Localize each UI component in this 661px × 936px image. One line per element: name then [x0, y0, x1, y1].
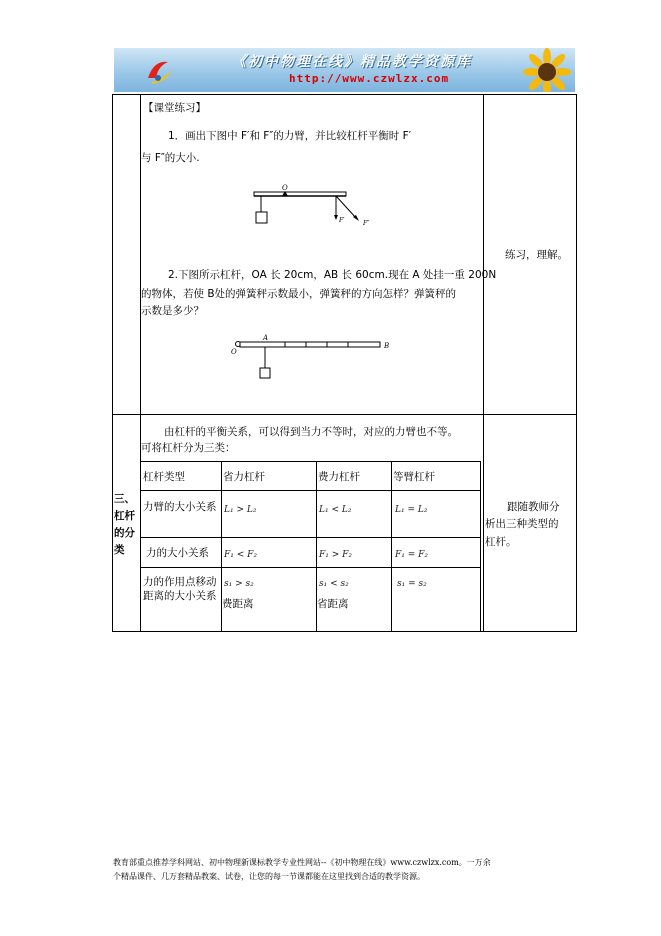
row-force-saving: F₁ < F₂ — [224, 550, 257, 560]
logo-icon — [144, 56, 174, 86]
practice-heading: 【课堂练习】 — [143, 102, 206, 114]
question-2-line-2: 的物体，若使 B处的弹簧秤示数最小，弹簧秤的方向怎样？弹簧秤的 — [141, 288, 457, 300]
row-arm-length-costing: L₁ < L₂ — [319, 505, 352, 515]
inner-table-row-2 — [141, 537, 480, 538]
row-distance-costing: s₁ < s₂ — [319, 579, 349, 589]
table-border-bottom — [112, 631, 577, 632]
question-2-line-1: 2.下图所示杠杆，OA 长 20cm，AB 长 60cm.现在 A 处挂一重 200N — [168, 269, 497, 281]
inner-table-top — [141, 461, 480, 462]
table-border-right — [576, 94, 577, 632]
row-force-label: 力的大小关系 — [146, 547, 209, 559]
row-distance-saving-note: 费距离 — [222, 598, 254, 610]
sunflower-icon — [509, 48, 575, 92]
section-label-line-2: 杠杆 — [114, 510, 135, 522]
banner-url[interactable]: http://www.czwlzx.com — [289, 72, 450, 85]
fig2-label-b: B — [384, 342, 390, 350]
table-header-equal-arm: 等臂杠杆 — [393, 471, 435, 483]
section-label-line-4: 类 — [114, 544, 125, 556]
footer-line-2: 个精品课件、几万套精品教案、试卷，让您的每一节课都能在这里找到合适的教学资源。 — [113, 872, 425, 881]
table-header-effort-costing: 费力杠杆 — [318, 471, 360, 483]
section-right-note-line-3: 杠杆。 — [485, 536, 517, 548]
row-arm-length-saving: L₁ > L₂ — [224, 505, 257, 515]
fig1-label-f2: F″ — [363, 220, 370, 227]
table-header-type: 杠杆类型 — [143, 471, 185, 483]
section-label-line-1: 三、 — [114, 493, 135, 505]
inner-table-row-3 — [141, 567, 480, 568]
table-divider-2 — [483, 94, 484, 632]
section-right-note-line-2: 析出三种类型的 — [485, 518, 559, 530]
header-banner — [114, 48, 575, 92]
fig1-label-o: O — [282, 184, 288, 192]
inner-table-row-1 — [141, 490, 480, 491]
inner-table-col-3 — [391, 461, 392, 631]
row-distance-costing-note: 省距离 — [317, 598, 349, 610]
row-distance-label: 力的作用点移动距离的大小关系 — [143, 576, 217, 602]
row-force-costing: F₁ > F₂ — [319, 550, 352, 560]
table-border-top — [112, 94, 577, 95]
question-1-line-1: 1．画出下图中 F′和 F″的力臂，并比较杠杆平衡时 F′ — [168, 130, 412, 142]
table-divider-1 — [140, 94, 141, 632]
practice-right-note: 练习，理解。 — [505, 249, 568, 261]
row-distance-equal: s₁ = s₂ — [397, 579, 427, 589]
inner-table-right — [480, 461, 481, 631]
row-distance-saving: s₁ > s₂ — [224, 579, 254, 589]
row-arm-length-label: 力臂的大小关系 — [143, 501, 217, 513]
table-row-divider — [112, 414, 577, 415]
question-2-line-3: 示数是多少？ — [141, 305, 204, 317]
banner-title: 《初中物理在线》精品教学资源库 — [232, 54, 472, 70]
section-label-line-3: 的分 — [114, 527, 135, 539]
fig2-label-o: O — [231, 348, 237, 356]
section-intro-line-1: 由杠杆的平衡关系，可以得到当力不等时，对应的力臂也不等。 — [164, 426, 458, 438]
footer-line-1: 教育部重点推荐学科网站、初中物理新课标教学专业性网站--《初中物理在线》www.czwlzx.com。一万余 — [113, 858, 491, 867]
fig2-label-a: A — [263, 334, 269, 342]
lever-figure-1 — [248, 182, 378, 232]
table-header-effort-saving: 省力杠杆 — [223, 471, 265, 483]
question-1-line-2: 与 F″的大小. — [141, 152, 200, 164]
section-intro-line-2: 可将杠杆分为三类： — [141, 442, 236, 454]
row-force-equal: F₁ = F₂ — [395, 550, 428, 560]
table-border-left — [112, 94, 113, 632]
row-arm-length-equal: L₁ = L₂ — [395, 505, 428, 515]
section-right-note-line-1: 跟随教师分 — [507, 501, 560, 513]
lever-figure-2 — [228, 334, 398, 384]
fig1-label-f1: F′ — [339, 217, 345, 224]
